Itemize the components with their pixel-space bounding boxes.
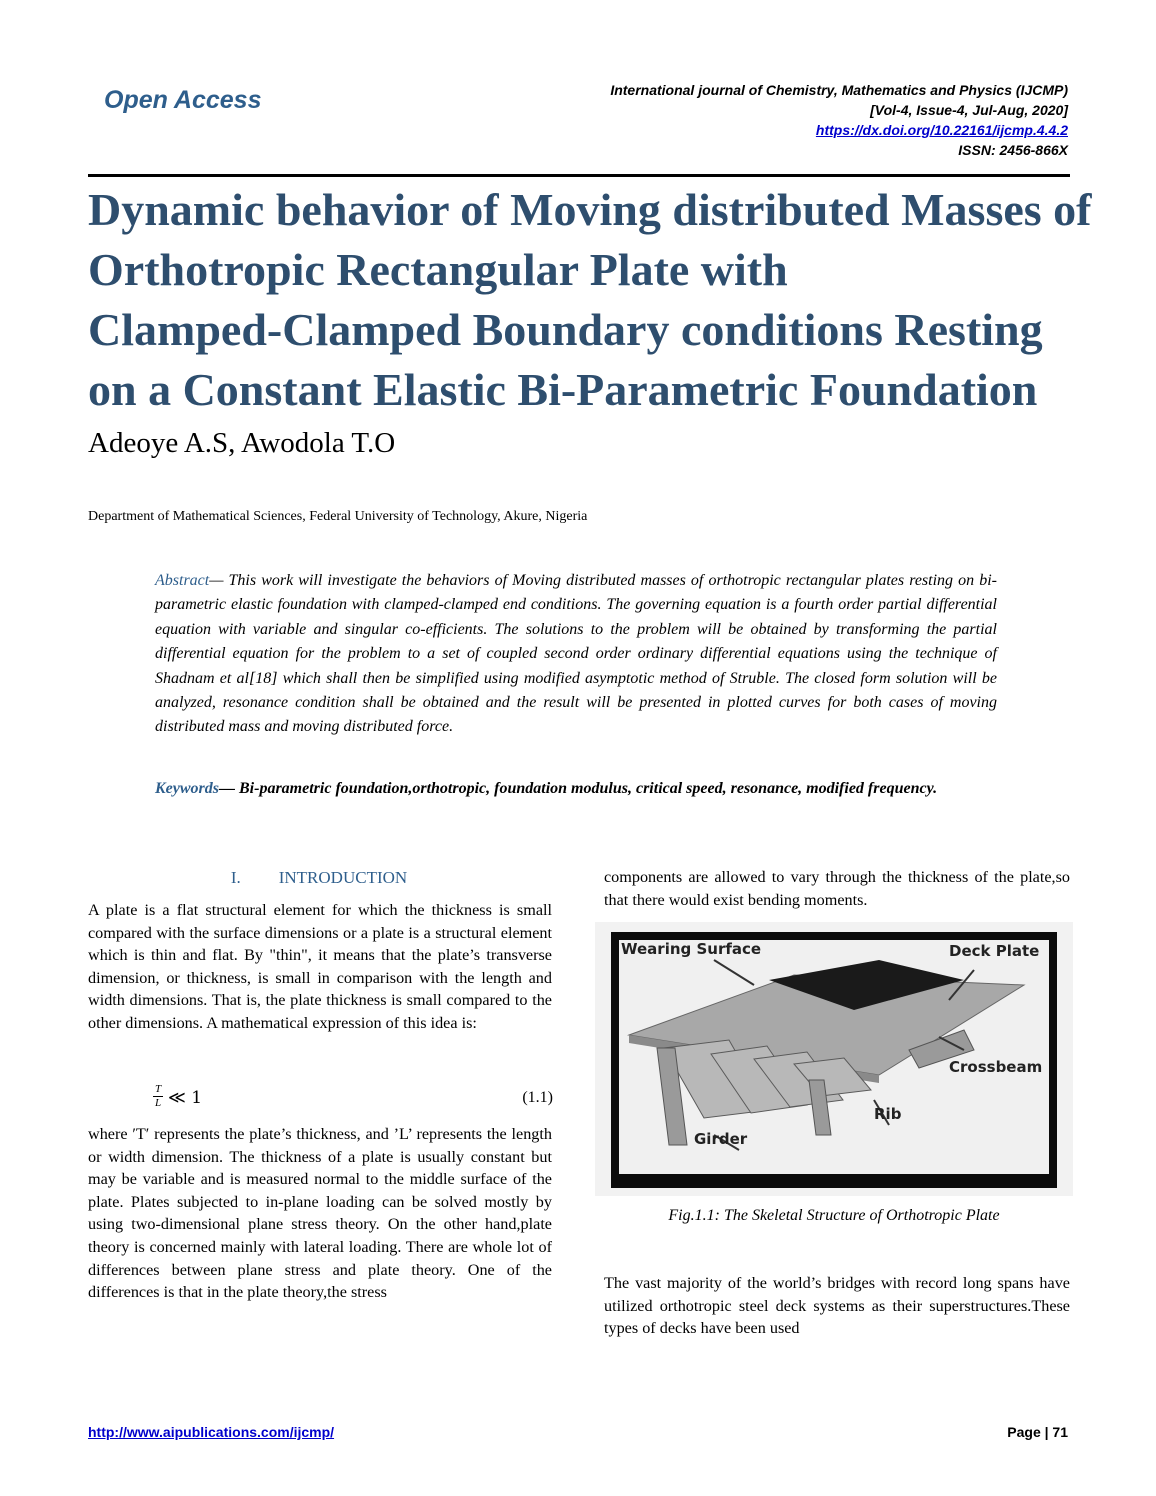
journal-name: International journal of Chemistry, Mathematics and Physics (IJCMP): [610, 82, 1068, 98]
doi-link[interactable]: https://dx.doi.org/10.22161/ijcmp.4.4.2: [815, 122, 1068, 138]
title-line: Clamped-Clamped Boundary conditions Resting: [88, 304, 1043, 355]
title-line: on a Constant Elastic Bi-Parametric Foundation: [88, 364, 1038, 415]
title-line: Orthotropic Rectangular Plate with: [88, 244, 788, 295]
label-rib: Rib: [874, 1105, 902, 1123]
intro-paragraph-1: A plate is a flat structural element for which the thickness is small compared with the surface dimensions or a plate is a structural element which is thin and flat. By "thin", it means that the plate’s transverse dimension, or thickness, is small in comparison with the length and width dimensions. That is, the plate thickness is small compared to the other dimensions. A mathematical expression of this idea is:: [88, 901, 552, 1032]
abstract-text: — This work will investigate the behaviors of Moving distributed masses of orthotropic rectangular plates resting on bi-parametric elastic foundation with clamped-clamped end conditions. The governing equation is a fourth order partial differential equation with variable and singular co-efficients. The solutions to the problem will be obtained by transforming the partial differential equation for the problem to a set of coupled second order ordinary differential equations using the technique of Shadnam et al[18] which shall then be simplified using modified asymptotic method of Struble. The closed form solution will be analyzed, resonance condition shall be obtained and the result will be presented in plotted curves for both cases of moving distributed mass and moving distributed force.: [155, 572, 997, 736]
journal-info: [610, 80, 1068, 160]
open-access-label: Open Access: [104, 86, 262, 114]
title-line: Dynamic behavior of Moving distributed Masses of: [88, 184, 1092, 235]
journal-volume: [Vol-4, Issue-4, Jul-Aug, 2020]: [870, 102, 1068, 118]
keywords: [155, 777, 997, 801]
issn: ISSN: 2456-866X: [958, 142, 1068, 158]
equation-fraction: [153, 1083, 163, 1110]
section-title: INTRODUCTION: [278, 868, 408, 887]
equation-relation: ≪ 1: [168, 1088, 203, 1108]
figure-caption: Fig.1.1: The Skeletal Structure of Orthotropic Plate: [668, 1207, 1000, 1224]
label-wearing-surface: Wearing Surface: [621, 940, 762, 958]
intro-paragraph-2: where ′T′ represents the plate’s thickness, and ’L’ represents the length or width dimension. The thickness of a plate is usually constant but may be variable and is measured normal to the middle surface of the plate. Plates subjected to in-plane loading can be solved mostly by using two-dimensional plane stress theory. On the other hand,plate theory is concerned mainly with lateral loading. There are whole lot of differences between plane stress and plate theory. One of the differences is that in the plate theory,the stress: [88, 1125, 552, 1302]
authors: Adeoye A.S, Awodola T.O: [88, 427, 396, 459]
equation-numerator: T: [154, 1083, 162, 1095]
paper-title: [88, 180, 1092, 420]
section-number: I.: [230, 868, 241, 887]
equation-number: (1.1): [522, 1089, 553, 1106]
journal-website-link[interactable]: http://www.aipublications.com/ijcmp/: [88, 1424, 335, 1440]
equation-1-1: [153, 1083, 553, 1119]
abstract-label: Abstract: [155, 572, 210, 589]
abstract: [155, 569, 997, 740]
section-heading: [88, 868, 550, 888]
intro-paragraph-3: components are allowed to vary through the thickness of the plate,so that there would exist bending moments.: [604, 868, 1070, 909]
bridge-deck-illustration: [619, 940, 1049, 1174]
figure-image: [619, 940, 1049, 1174]
footer-url: [88, 1424, 334, 1440]
keywords-label: Keywords: [155, 780, 219, 797]
label-crossbeam: Crossbeam: [949, 1058, 1043, 1076]
keywords-text: — Bi-parametric foundation,orthotropic, foundation modulus, critical speed, resonance, modified frequency.: [219, 780, 938, 797]
figure-frame: [611, 932, 1057, 1188]
equation-denominator: L: [154, 1097, 162, 1109]
page-number: Page | 71: [1007, 1424, 1068, 1440]
label-deck-plate: Deck Plate: [949, 942, 1040, 960]
header-rule: [88, 174, 1070, 177]
affiliation: Department of Mathematical Sciences, Federal University of Technology, Akure, Nigeria: [88, 509, 588, 524]
figure-orthotropic-plate: [595, 922, 1073, 1196]
intro-paragraph-4: The vast majority of the world’s bridges with record long spans have utilized orthotropic steel deck systems as their superstructures.These types of decks have been used: [604, 1274, 1070, 1338]
label-girder: Girder: [694, 1130, 748, 1148]
